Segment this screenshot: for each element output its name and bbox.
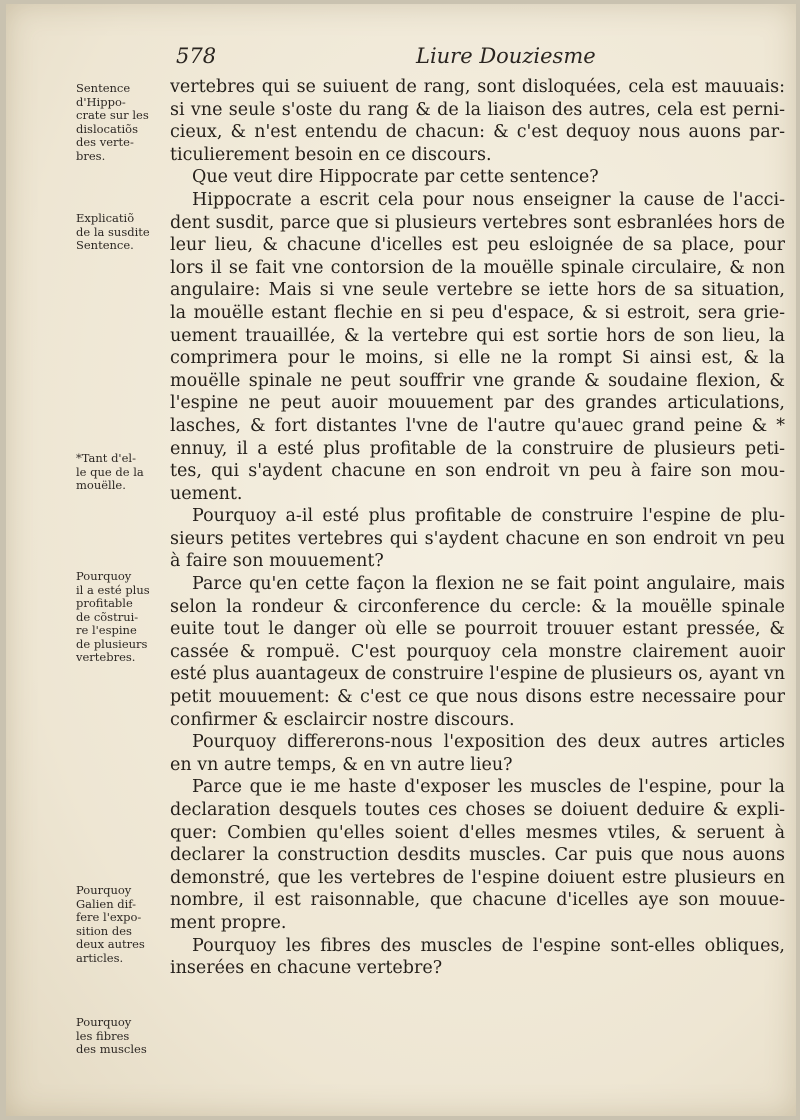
- margin-note: [76, 570, 166, 665]
- question-line: Pourquoy a-il esté plus profitable de construire l'espine de plu-: [192, 506, 785, 527]
- text-line: petit mouuement: & c'est ce que nous disons estre necessaire pour: [170, 687, 785, 708]
- margin-note-line: re l'espine: [76, 623, 137, 637]
- margin-note-line: crate sur les: [76, 108, 149, 122]
- text-line: la mouëlle estant flechie en si peu d'espace, & si estroit, sera grie-: [170, 302, 785, 323]
- text-line: dent susdit, parce que si plusieurs vertebres sont esbranlées hors de: [170, 212, 785, 233]
- margin-note-line: Sentence.: [76, 238, 134, 252]
- margin-note-line: *Tant d'el-: [76, 451, 136, 465]
- text-line: nombre, il est raisonnable, que chacune d'icelles aye son mouue-: [170, 890, 785, 911]
- margin-note: [76, 884, 166, 965]
- margin-note: [76, 1016, 166, 1057]
- margin-note-line: il a esté plus: [76, 582, 150, 597]
- text-line: lasches, & fort distantes l'vne de l'autre qu'auec grand peine & *: [170, 415, 785, 436]
- margin-note-line: articles.: [76, 950, 124, 965]
- margin-note-line: Pourquoy: [76, 1015, 132, 1029]
- text-line: declarer la construction desdits muscles. Car puis que nous auons: [170, 845, 785, 866]
- text-line: confirmer & esclaircir nostre discours.: [170, 709, 515, 730]
- margin-note-line: bres.: [76, 148, 106, 163]
- margin-note: [76, 82, 166, 163]
- text-line: quer: Combien qu'elles soient d'elles mesmes vtiles, & seruent à: [170, 822, 785, 843]
- text-line: angulaire: Mais si vne seule vertebre se iette hors de sa situation,: [170, 280, 785, 301]
- text-line: euite tout le danger où elle se pourroit trouuer estant pressée, &: [170, 619, 785, 640]
- text-line: Parce que ie me haste d'exposer les muscles de l'espine, pour la: [192, 777, 785, 798]
- margin-note-line: mouëlle.: [76, 478, 126, 492]
- margin-note-line: de plusieurs: [76, 636, 148, 651]
- text-line: si vne seule s'oste du rang & de la liaison des autres, cela est perni-: [170, 99, 785, 120]
- question-line: en vn autre temps, & en vn autre lieu?: [170, 754, 513, 775]
- text-line: declaration desquels toutes ces choses se doiuent deduire & expli-: [170, 800, 785, 820]
- margin-note-line: sition des: [76, 923, 132, 938]
- text-line: uement.: [170, 483, 243, 504]
- margin-note-line: de cõstrui-: [76, 609, 139, 624]
- text-line: selon la rondeur & circonference du cercle: & la mouëlle spinale: [170, 596, 785, 617]
- text-line: l'espine ne peut auoir mouuement par des grandes articulations,: [170, 393, 785, 414]
- book-page: [6, 4, 796, 1116]
- text-line: lors il se fait vne contorsion de la mouëlle spinale circulaire, & non: [170, 257, 785, 278]
- margin-note-line: Galien dif-: [76, 896, 137, 911]
- running-title: Liure Douziesme: [416, 44, 596, 68]
- text-line: tes, qui s'aydent chacune en son endroit vn peu à faire son mou-: [170, 461, 785, 482]
- text-line: ennuy, il a esté plus profitable de la construire de plusieurs peti-: [170, 438, 785, 459]
- question-line: sieurs petites vertebres qui s'aydent chacune en son endroit vn peu: [170, 528, 785, 549]
- text-line: vertebres qui se suiuent de rang, sont disloquées, cela est mauuais:: [170, 77, 785, 97]
- margin-note-line: de la susdite: [76, 224, 150, 239]
- margin-note-line: Explicatiõ: [76, 211, 135, 225]
- margin-note-line: deux autres: [76, 937, 145, 951]
- text-line: demonstré, que les vertebres de l'espine doiuent estre plusieurs en: [170, 867, 785, 888]
- text-line: cieux, & n'est entendu de chacun: & c'est dequoy nous auons par-: [170, 122, 785, 143]
- question-line: à faire son mouuement?: [170, 551, 384, 572]
- question-line: inserées en chacune vertebre?: [170, 958, 443, 979]
- question-line: Pourquoy les fibres des muscles de l'espine sont-elles obliques,: [192, 935, 785, 956]
- text-line: mouëlle spinale ne peut souffrir vne grande & soudaine flexion, &: [170, 370, 785, 391]
- text-line: esté plus auantageux de construire l'espine de plusieurs os, ayant vn: [170, 664, 785, 685]
- margin-note-line: des muscles: [76, 1042, 147, 1056]
- margin-note-line: fere l'expo-: [76, 910, 142, 924]
- page-number: 578: [176, 44, 217, 68]
- margin-note-line: vertebres.: [76, 650, 136, 664]
- text-line: leur lieu, & chacune d'icelles est peu esloignée de sa place, pour: [170, 235, 785, 256]
- text-line: Parce qu'en cette façon la flexion ne se fait point angulaire, mais: [192, 574, 785, 595]
- question-line: Que veut dire Hippocrate par cette sentence?: [192, 167, 599, 188]
- text-line: ment propre.: [170, 912, 287, 933]
- question-line: Pourquoy differerons-nous l'exposition des deux autres articles: [192, 732, 785, 753]
- margin-note: [76, 212, 166, 253]
- margin-note-line: le que de la: [76, 464, 144, 479]
- text-line: uement trauaillée, & la vertebre qui est sortie hors de son lieu, la: [170, 325, 785, 346]
- margin-note-line: Sentence: [76, 81, 131, 95]
- body-text: [170, 76, 785, 980]
- margin-note: [76, 452, 166, 493]
- text-line: cassée & rompuë. C'est pourquoy cela monstre clairement auoir: [170, 641, 785, 662]
- margin-note-line: d'Hippo-: [76, 94, 126, 109]
- text-line: ticulierement besoin en ce discours.: [170, 144, 492, 165]
- margin-note-line: dislocatiõs: [76, 121, 138, 136]
- page-header: [6, 44, 796, 74]
- margin-note-line: les fibres: [76, 1028, 130, 1043]
- text-line: Hippocrate a escrit cela pour nous enseigner la cause de l'acci-: [192, 189, 785, 210]
- margin-note-line: Pourquoy: [76, 883, 132, 897]
- margin-note-line: Pourquoy: [76, 569, 132, 583]
- margin-note-line: profitable: [76, 596, 133, 610]
- text-line: comprimera pour le moins, si elle ne la rompt Si ainsi est, & la: [170, 348, 785, 369]
- margin-note-line: des verte-: [76, 135, 134, 149]
